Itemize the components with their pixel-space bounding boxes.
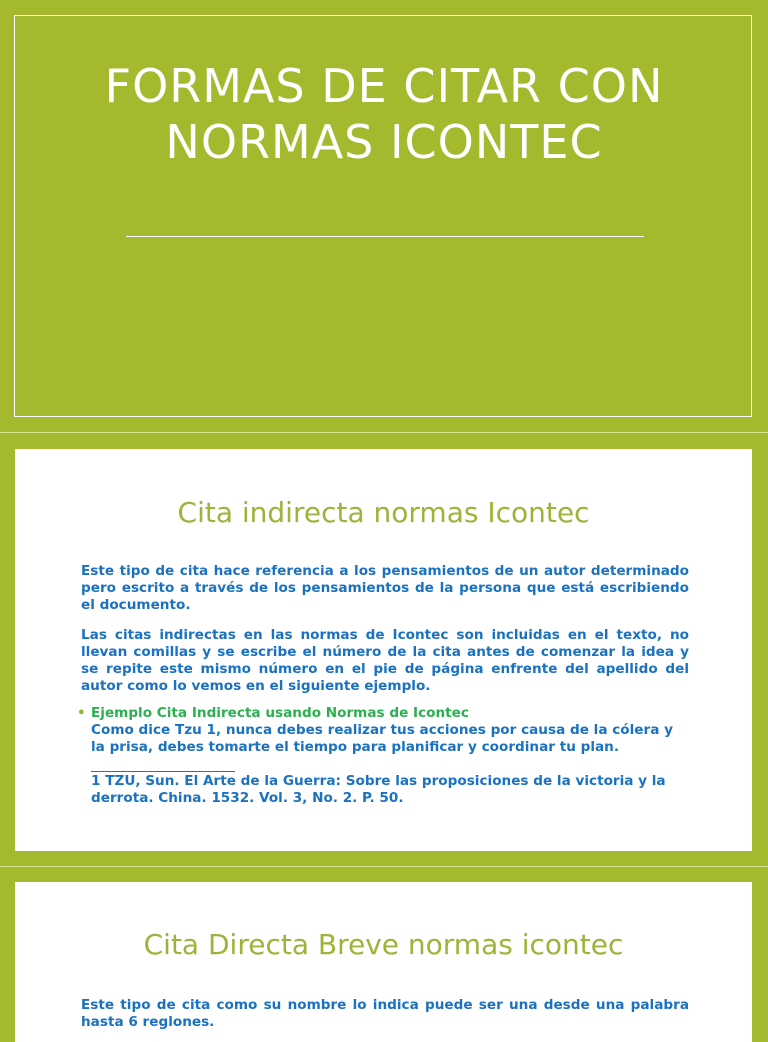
example-body: Como dice Tzu 1, nunca debes realizar tus acciones por causa de la cólera y la prisa, debes tomarte el tiempo para planificar y coordinar tu plan. [91, 722, 673, 755]
title-divider [126, 236, 644, 237]
title-line-2: NORMAS ICONTEC [165, 115, 603, 169]
title-slide-heading [0, 58, 768, 170]
footnote-rule [91, 771, 235, 772]
slide-separator [0, 866, 768, 867]
slide-title: Cita indirecta normas Icontec [177, 496, 590, 529]
example-title: Ejemplo Cita Indirecta usando Normas de Icontec [91, 705, 469, 721]
paragraph-rules: Las citas indirectas en las normas de Icontec son incluidas en el texto, no llevan comillas y se escribe el número de la cita antes de comenzar la idea y se repite este mismo número en el pie de página enfrente del apellido del autor como lo vemos en el siguiente ejemplo. [81, 627, 689, 694]
slide-cita-indirecta [15, 449, 752, 851]
paragraph-definition: Este tipo de cita hace referencia a los pensamientos de un autor determinado pero escrito a través de los pensamientos de la persona que está escribiendo el documento. [81, 563, 689, 613]
paragraph-definition: Este tipo de cita como su nombre lo indica puede ser una desde una palabra hasta 6 reglones. [81, 997, 689, 1030]
title-line-1: FORMAS DE CITAR CON [104, 59, 664, 113]
slide-cita-directa-breve [15, 882, 752, 1042]
title-slide [0, 0, 768, 432]
slide-title: Cita Directa Breve normas icontec [143, 928, 624, 961]
bullet-marker: • [77, 705, 86, 721]
slide-separator [0, 432, 768, 433]
footnote: 1 TZU, Sun. El Arte de la Guerra: Sobre las proposiciones de la victoria y la derrota. China. 1532. Vol. 3, No. 2. P. 50. [91, 773, 666, 806]
